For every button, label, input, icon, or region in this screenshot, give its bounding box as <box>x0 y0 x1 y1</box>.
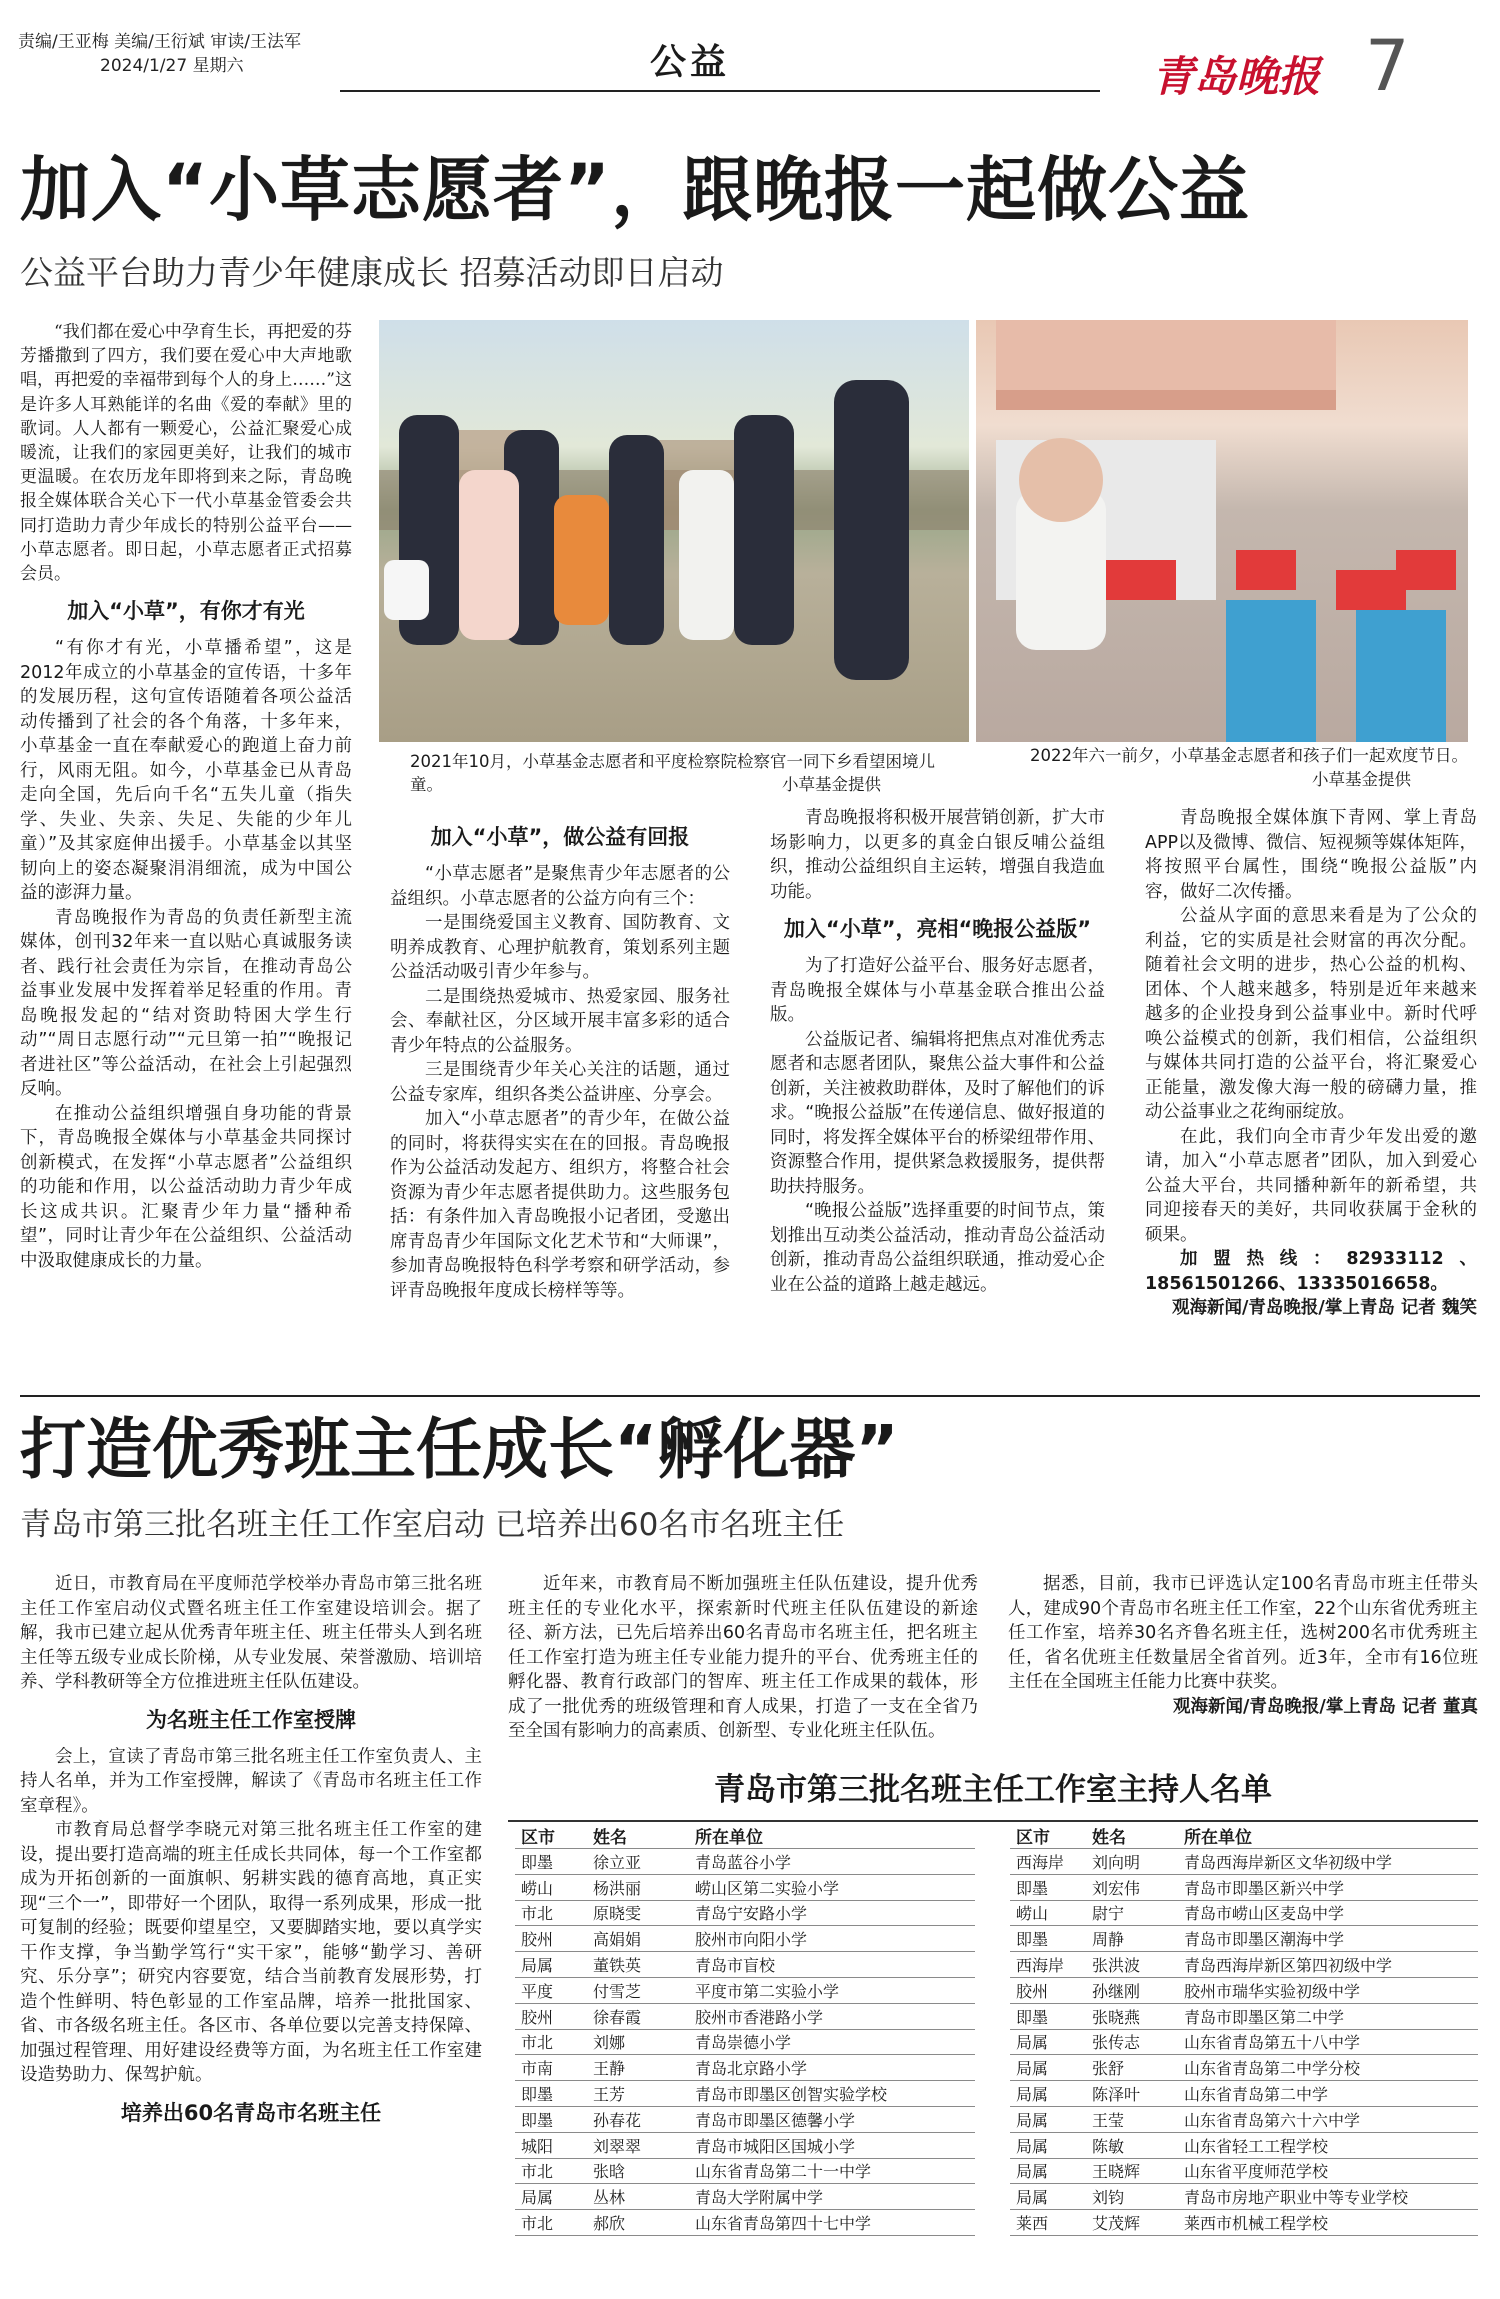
cell-district: 局属 <box>1016 2162 1049 2182</box>
roster-header-unit: 所在单位 <box>1184 1828 1252 1848</box>
cell-unit: 青岛市即墨区新兴中学 <box>1184 1878 1345 1898</box>
cell-district: 崂山 <box>521 1878 554 1898</box>
body-paragraph: 近日，市教育局在平度师范学校举办青岛市第三批名班主任工作室启动仪式暨名班主任工作室建设培训会。据了解，我市已建立起从优秀青年班主任、班主任带头人到名班主任等五级专业成长阶梯，从专业发展、荣誉激励、培训培养、学科教研等全方位推进班主任队伍建设。 <box>20 1574 482 1692</box>
cell-unit: 山东省平度师范学校 <box>1184 2162 1329 2182</box>
cell-unit: 胶州市向阳小学 <box>695 1930 808 1950</box>
cell-district: 莱西 <box>1016 2214 1049 2234</box>
cell-district: 局属 <box>1016 2188 1049 2208</box>
article1-subhead: 公益平台助力青少年健康成长 招募活动即日启动 <box>20 253 724 292</box>
cell-district: 市北 <box>521 2033 554 2053</box>
cell-unit: 青岛西海岸新区第四初级中学 <box>1184 1956 1393 1976</box>
hotline: 加盟热线：82933112、18561501266、13335016658。 <box>1145 1249 1477 1294</box>
cell-district: 城阳 <box>521 2136 554 2156</box>
body-paragraph: 青岛晚报作为青岛的负责任新型主流媒体，创刊32年来一直以贴心真诚服务读者、践行社会责任为宗旨，在推动青岛公益事业发展中发挥着举足轻重的作用。青岛晚报发起的“结对资助特困大学生行动”“周日志愿行动”“元旦第一拍”“晚报记者进社区”等公益活动，在社会上引起强烈反响。 <box>20 907 352 1100</box>
body-paragraph: 青岛晚报将积极开展营销创新，扩大市场影响力，以更多的真金白银反哺公益组织，推动公益组织自主运转，增强自我造血功能。 <box>770 808 1105 902</box>
cell-name: 杨洪丽 <box>593 1878 642 1898</box>
body-paragraph: 会上，宣读了青岛市第三批名班主任工作室负责人、主持人名单，并为工作室授牌，解读了《青岛市名班主任工作室章程》。 <box>20 1746 482 1816</box>
table-row <box>515 2003 975 2029</box>
cell-name: 付雪芝 <box>593 1981 642 2001</box>
cell-unit: 山东省青岛第二中学分校 <box>1184 2059 1361 2079</box>
article2-subhead: 青岛市第三批名班主任工作室启动 已培养出60名市名班主任 <box>20 1507 845 1543</box>
roster-header-district: 区市 <box>521 1828 555 1848</box>
table-row <box>515 2055 975 2081</box>
table-row <box>515 1849 975 1875</box>
article1-column-1 <box>20 320 352 1350</box>
cell-district: 市北 <box>521 1904 554 1924</box>
table-row <box>1010 1926 1478 1952</box>
cell-unit: 青岛蓝谷小学 <box>695 1852 792 1872</box>
cell-district: 局属 <box>1016 2059 1049 2079</box>
article2-column-3 <box>1008 1572 1478 1742</box>
cell-district: 局属 <box>1016 2033 1049 2053</box>
cell-name: 张洪波 <box>1092 1956 1141 1976</box>
cell-name: 张晗 <box>593 2162 626 2182</box>
table-row <box>515 1874 975 1900</box>
cell-name: 丛林 <box>593 2188 626 2208</box>
article2-column-2 <box>508 1572 978 1742</box>
table-row <box>1010 2184 1478 2210</box>
cell-district: 平度 <box>521 1981 554 2001</box>
body-paragraph: 三是围绕青少年关心关注的话题，通过公益专家库，组织各类公益讲座、分享会。 <box>390 1060 730 1105</box>
cell-name: 高娟娟 <box>593 1930 642 1950</box>
cell-unit: 青岛市即墨区德馨小学 <box>695 2110 856 2130</box>
cell-unit: 山东省青岛第六十六中学 <box>1184 2110 1361 2130</box>
cell-name: 原晓雯 <box>593 1904 642 1924</box>
body-paragraph: 二是围绕热爱城市、热爱家园、服务社会、奉献社区，分区域开展丰富多彩的适合青少年特点的公益服务。 <box>390 986 730 1056</box>
table-row <box>515 2106 975 2132</box>
table-row <box>1010 1952 1478 1978</box>
body-paragraph: 在推动公益组织增强自身功能的背景下，青岛晚报全媒体与小草基金共同探讨创新模式，在发挥“小草志愿者”公益组织的功能和作用，以公益活动助力青少年成长这成共识。汇聚青少年力量“播种希望”，同时让青少年在公益组织、公益活动中汲取健康成长的力量。 <box>20 1103 352 1271</box>
roster-header-unit: 所在单位 <box>695 1828 763 1848</box>
article2-byline: 观海新闻/青岛晚报/掌上青岛 记者 董真 <box>1173 1696 1478 1717</box>
table-row <box>515 1926 975 1952</box>
cell-unit: 山东省青岛第二十一中学 <box>695 2162 872 2182</box>
cell-unit: 山东省青岛第四十七中学 <box>695 2214 872 2234</box>
cell-name: 周静 <box>1092 1930 1125 1950</box>
section-heading: 培养出60名青岛市名班主任 <box>120 2100 382 2125</box>
cell-district: 胶州 <box>521 1930 554 1950</box>
editors-credit: 责编/王亚梅 美编/王衍斌 审读/王法军 <box>18 32 301 52</box>
cell-district: 市南 <box>521 2059 554 2079</box>
photo-childrens-day <box>976 320 1468 742</box>
section-heading: 为名班主任工作室授牌 <box>146 1707 356 1732</box>
photo2-caption: 2022年六一前夕，小草基金志愿者和孩子们一起欢度节日。 <box>1030 746 1468 765</box>
article2-column-1 <box>20 1572 482 2292</box>
cell-district: 局属 <box>1016 2110 1049 2130</box>
cell-district: 即墨 <box>521 2110 554 2130</box>
cell-name: 孙继刚 <box>1092 1981 1141 2001</box>
photo1-credit: 小草基金提供 <box>782 775 881 794</box>
body-paragraph: 公益版记者、编辑将把焦点对准优秀志愿者和志愿者团队，聚焦公益大事件和公益创新，关注被救助群体，及时了解他们的诉求。“晚报公益版”在传递信息、做好报道的同时，将发挥全媒体平台的桥梁纽带作用、资源整合作用，提供紧急救援服务，提供帮助扶持服务。 <box>770 1029 1105 1197</box>
cell-district: 市北 <box>521 2214 554 2234</box>
cell-district: 局属 <box>521 2188 554 2208</box>
cell-district: 西海岸 <box>1016 1956 1065 1976</box>
article1-headline: 加入“小草志愿者”，跟晚报一起做公益 <box>20 149 1251 231</box>
article1-column-3 <box>770 806 1105 1372</box>
table-row <box>1010 2029 1478 2055</box>
brand-logo: 青岛晚报 <box>1152 52 1321 101</box>
article1-column-2 <box>390 820 730 1372</box>
table-row <box>1010 1900 1478 1926</box>
cell-name: 王莹 <box>1092 2110 1125 2130</box>
cell-district: 即墨 <box>521 1852 554 1872</box>
cell-name: 王静 <box>593 2059 626 2079</box>
cell-unit: 青岛市即墨区潮海中学 <box>1184 1930 1345 1950</box>
cell-district: 胶州 <box>1016 1981 1049 2001</box>
cell-unit: 青岛大学附属中学 <box>695 2188 824 2208</box>
table-row <box>515 2029 975 2055</box>
body-paragraph: 为了打造好公益平台、服务好志愿者，青岛晚报全媒体与小草基金联合推出公益版。 <box>770 956 1105 1025</box>
cell-unit: 青岛北京路小学 <box>695 2059 808 2079</box>
photo1-caption: 2021年10月，小草基金志愿者和平度检察院检察官一同下乡看望困境儿童。 <box>410 752 935 794</box>
roster-title: 青岛市第三批名班主任工作室主持人名单 <box>714 1772 1272 1808</box>
cell-district: 即墨 <box>1016 2007 1049 2027</box>
table-row <box>515 2184 975 2210</box>
cell-name: 孙春花 <box>593 2110 642 2130</box>
intro-paragraph: “我们都在爱心中孕育生长，再把爱的芬芳播撒到了四方，我们要在爱心中大声地歌唱，再把爱的幸福带到每个人的身上……”这是许多人耳熟能详的名曲《爱的奉献》里的歌词。人人都有一颗爱心，公益汇聚爱心成暖流，让我们的家园更美好，让我们的城市更温暖。在农历龙年即将到来之际，青岛晚报全媒体联合关心下一代小草基金管委会共同打造助力青少年成长的特别公益平台——小草志愿者。即日起，小草志愿者正式招募会员。 <box>20 322 352 585</box>
cell-unit: 胶州市瑞华实验初级中学 <box>1184 1981 1361 2001</box>
cell-unit: 青岛市崂山区麦岛中学 <box>1184 1904 1345 1924</box>
section-title: 公益 <box>650 42 731 83</box>
cell-district: 崂山 <box>1016 1904 1049 1924</box>
cell-name: 徐立亚 <box>593 1852 642 1872</box>
body-paragraph: 青岛晚报全媒体旗下青网、掌上青岛APP以及微博、微信、短视频等媒体矩阵，将按照平台属性，围绕“晚报公益版”内容，做好二次传播。 <box>1145 808 1477 902</box>
photo2-credit: 小草基金提供 <box>1312 770 1411 789</box>
cell-name: 刘翠翠 <box>593 2136 642 2156</box>
cell-district: 局属 <box>521 1956 554 1976</box>
cell-name: 刘宏伟 <box>1092 1878 1141 1898</box>
cell-district: 即墨 <box>521 2085 554 2105</box>
cell-unit: 青岛宁安路小学 <box>695 1904 808 1924</box>
table-row <box>515 2158 975 2184</box>
table-row <box>1010 1849 1478 1875</box>
roster-header-name: 姓名 <box>1092 1828 1126 1848</box>
table-row <box>515 2210 975 2236</box>
cell-district: 局属 <box>1016 2085 1049 2105</box>
cell-unit: 平度市第二实验小学 <box>695 1981 840 2001</box>
body-paragraph: “晚报公益版”选择重要的时间节点，策划推出互动类公益活动，推动青岛公益活动创新，推动青岛公益组织联通，推动爱心企业在公益的道路上越走越远。 <box>770 1201 1105 1295</box>
table-row <box>515 2132 975 2158</box>
cell-name: 张晓燕 <box>1092 2007 1141 2027</box>
cell-unit: 青岛西海岸新区文华初级中学 <box>1184 1852 1393 1872</box>
body-paragraph: 市教育局总督学李晓元对第三批名班主任工作室的建设，提出要打造高端的班主任成长共同体，每一个工作室都成为开拓创新的一面旗帜、躬耕实践的德育高地，真正实现“三个一”，即带好一个团队，取得一系列成果，形成一批可复制的经验；既要仰望星空，又要脚踏实地，要以真学实干作支撑，争当勤学笃行“实干家”，能够“勤学习、善研究、乐分享”；研究内容要宽，结合当前教育发展形势，打造个性鲜明、特色彰显的工作室品牌，培养一批批国家、省、市各级名班主任。各区市、各单位要以完善支持保障、加强过程管理、用好建设经费等方面，为名班主任工作室建设造势助力、保驾护航。 <box>20 1820 482 2085</box>
issue-date: 2024/1/27 星期六 <box>100 56 244 76</box>
cell-district: 局属 <box>1016 2136 1049 2156</box>
cell-name: 刘娜 <box>593 2033 626 2053</box>
body-paragraph: 在此，我们向全市青少年发出爱的邀请，加入“小草志愿者”团队，加入到爱心公益大平台，共同播种新年的新希望，共同迎接春天的美好，共同收获属于金秋的硕果。 <box>1145 1126 1477 1245</box>
table-row <box>1010 2081 1478 2107</box>
body-paragraph: 一是围绕爱国主义教育、国防教育、文明养成教育、心理护航教育，策划系列主题公益活动吸引青少年参与。 <box>390 913 730 982</box>
table-row <box>1010 2003 1478 2029</box>
cell-name: 张舒 <box>1092 2059 1125 2079</box>
roster-header-name: 姓名 <box>593 1828 627 1848</box>
cell-district: 即墨 <box>1016 1878 1049 1898</box>
cell-name: 刘钧 <box>1092 2188 1125 2208</box>
cell-district: 市北 <box>521 2162 554 2182</box>
article1-byline: 观海新闻/青岛晚报/掌上青岛 记者 魏笑 <box>1172 1298 1477 1318</box>
cell-unit: 青岛市盲校 <box>695 1956 776 1976</box>
cell-name: 刘向明 <box>1092 1852 1141 1872</box>
roster-table-left <box>515 1823 975 2236</box>
table-row <box>515 1900 975 1926</box>
cell-unit: 山东省青岛第五十八中学 <box>1184 2033 1361 2053</box>
cell-name: 郝欣 <box>593 2214 626 2234</box>
body-paragraph: “有你才有光，小草播希望”，这是2012年成立的小草基金的宣传语，十多年的发展历程，这句宣传语随着各项公益活动传播到了社会的各个角落，十多年来，小草基金一直在奉献爱心的跑道上奋力前行，风雨无阻。如今，小草基金已从青岛走向全国，先后向千名“五失儿童（指失学、失业、失亲、失足、失能的少年儿童）”及其家庭伸出援手。小草基金以其坚韧向上的姿态凝聚涓涓细流，成为中国公益的澎湃力量。 <box>20 638 352 904</box>
cell-unit: 青岛市房地产职业中等专业学校 <box>1184 2188 1409 2208</box>
cell-unit: 莱西市机械工程学校 <box>1184 2214 1329 2234</box>
body-paragraph: 据悉，目前，我市已评选认定100名青岛市班主任带头人，建成90个青岛市名班主任工作室，22个山东省优秀班主任工作室，培养30名齐鲁名班主任，选树200名市优秀班主任，省名优班主任数量居全省首列。近3年，全市有16位班主任在全国班主任能力比赛中获奖。 <box>1008 1574 1478 1692</box>
photo-volunteers-visit <box>379 320 969 742</box>
cell-name: 王晓辉 <box>1092 2162 1141 2182</box>
cell-unit: 青岛市城阳区国城小学 <box>695 2136 856 2156</box>
cell-name: 尉宁 <box>1092 1904 1125 1924</box>
body-paragraph: 公益从字面的意思来看是为了公众的利益，它的实质是社会财富的再次分配。随着社会文明的进步，热心公益的机构、团体、个人越来越多，特别是近年来越来越多的企业投身到公益事业中。新时代呼唤公益模式的创新，我们相信，公益组织与媒体共同打造的公益平台，将汇聚爱心正能量，激发像大海一般的磅礴力量，推动公益事业之花绚丽绽放。 <box>1145 906 1477 1122</box>
cell-name: 陈敏 <box>1092 2136 1125 2156</box>
cell-unit: 青岛市即墨区第二中学 <box>1184 2007 1345 2027</box>
body-paragraph: 近年来，市教育局不断加强班主任队伍建设，提升优秀班主任的专业化水平，探索新时代班主任队伍建设的新途径、新方法，已先后培养出60名青岛市名班主任，把名班主任工作室打造为班主任专业能力提升的平台、优秀班主任的孵化器、教育行政部门的智库、班主任工作成果的载体，形成了一批优秀的班级管理和育人成果，打造了一支在全省乃至全国有影响力的高素质、创新型、专业化班主任队伍。 <box>508 1574 978 1741</box>
cell-name: 艾茂辉 <box>1092 2214 1141 2234</box>
section-heading: 加入“小草”，有你才有光 <box>67 599 305 624</box>
cell-unit: 青岛市即墨区创智实验学校 <box>695 2085 888 2105</box>
cell-district: 即墨 <box>1016 1930 1049 1950</box>
table-row <box>515 1977 975 2003</box>
table-row <box>1010 1874 1478 1900</box>
cell-unit: 青岛崇德小学 <box>695 2033 792 2053</box>
table-row <box>1010 2158 1478 2184</box>
cell-unit: 山东省轻工工程学校 <box>1184 2136 1329 2156</box>
cell-district: 西海岸 <box>1016 1852 1065 1872</box>
cell-name: 徐春霞 <box>593 2007 642 2027</box>
table-row <box>515 1952 975 1978</box>
cell-name: 董铁英 <box>593 1956 642 1976</box>
body-paragraph: 加入“小草志愿者”的青少年，在做公益的同时，将获得实实在在的回报。青岛晚报作为公益活动发起方、组织方，将整合社会资源为青少年志愿者提供助力。这些服务包括：有条件加入青岛晚报小记者团，受邀出席青岛青少年国际文化艺术节和“大师课”，参加青岛晚报特色科学考察和研学活动，参评青岛晚报年度成长榜样等等。 <box>390 1109 730 1301</box>
cell-name: 王芳 <box>593 2085 626 2105</box>
table-row <box>1010 2210 1478 2236</box>
body-paragraph: “小草志愿者”是聚焦青少年志愿者的公益组织。小草志愿者的公益方向有三个： <box>390 864 730 909</box>
page-number: 7 <box>1365 25 1410 107</box>
table-row <box>1010 2055 1478 2081</box>
section-heading: 加入“小草”，亮相“晚报公益版” <box>783 917 1092 941</box>
cell-name: 陈泽叶 <box>1092 2085 1141 2105</box>
section-heading: 加入“小草”，做公益有回报 <box>430 825 690 849</box>
roster-table-right <box>1010 1823 1478 2236</box>
roster-header-district: 区市 <box>1016 1828 1050 1848</box>
article1-column-4 <box>1145 806 1477 1372</box>
cell-unit: 山东省青岛第二中学 <box>1184 2085 1329 2105</box>
table-row <box>1010 2106 1478 2132</box>
table-row <box>515 2081 975 2107</box>
article2-headline: 打造优秀班主任成长“孵化器” <box>20 1411 899 1488</box>
cell-name: 张传志 <box>1092 2033 1141 2053</box>
cell-unit: 崂山区第二实验小学 <box>695 1878 840 1898</box>
table-row <box>1010 1977 1478 2003</box>
table-row <box>1010 2132 1478 2158</box>
cell-unit: 胶州市香港路小学 <box>695 2007 824 2027</box>
cell-district: 胶州 <box>521 2007 554 2027</box>
